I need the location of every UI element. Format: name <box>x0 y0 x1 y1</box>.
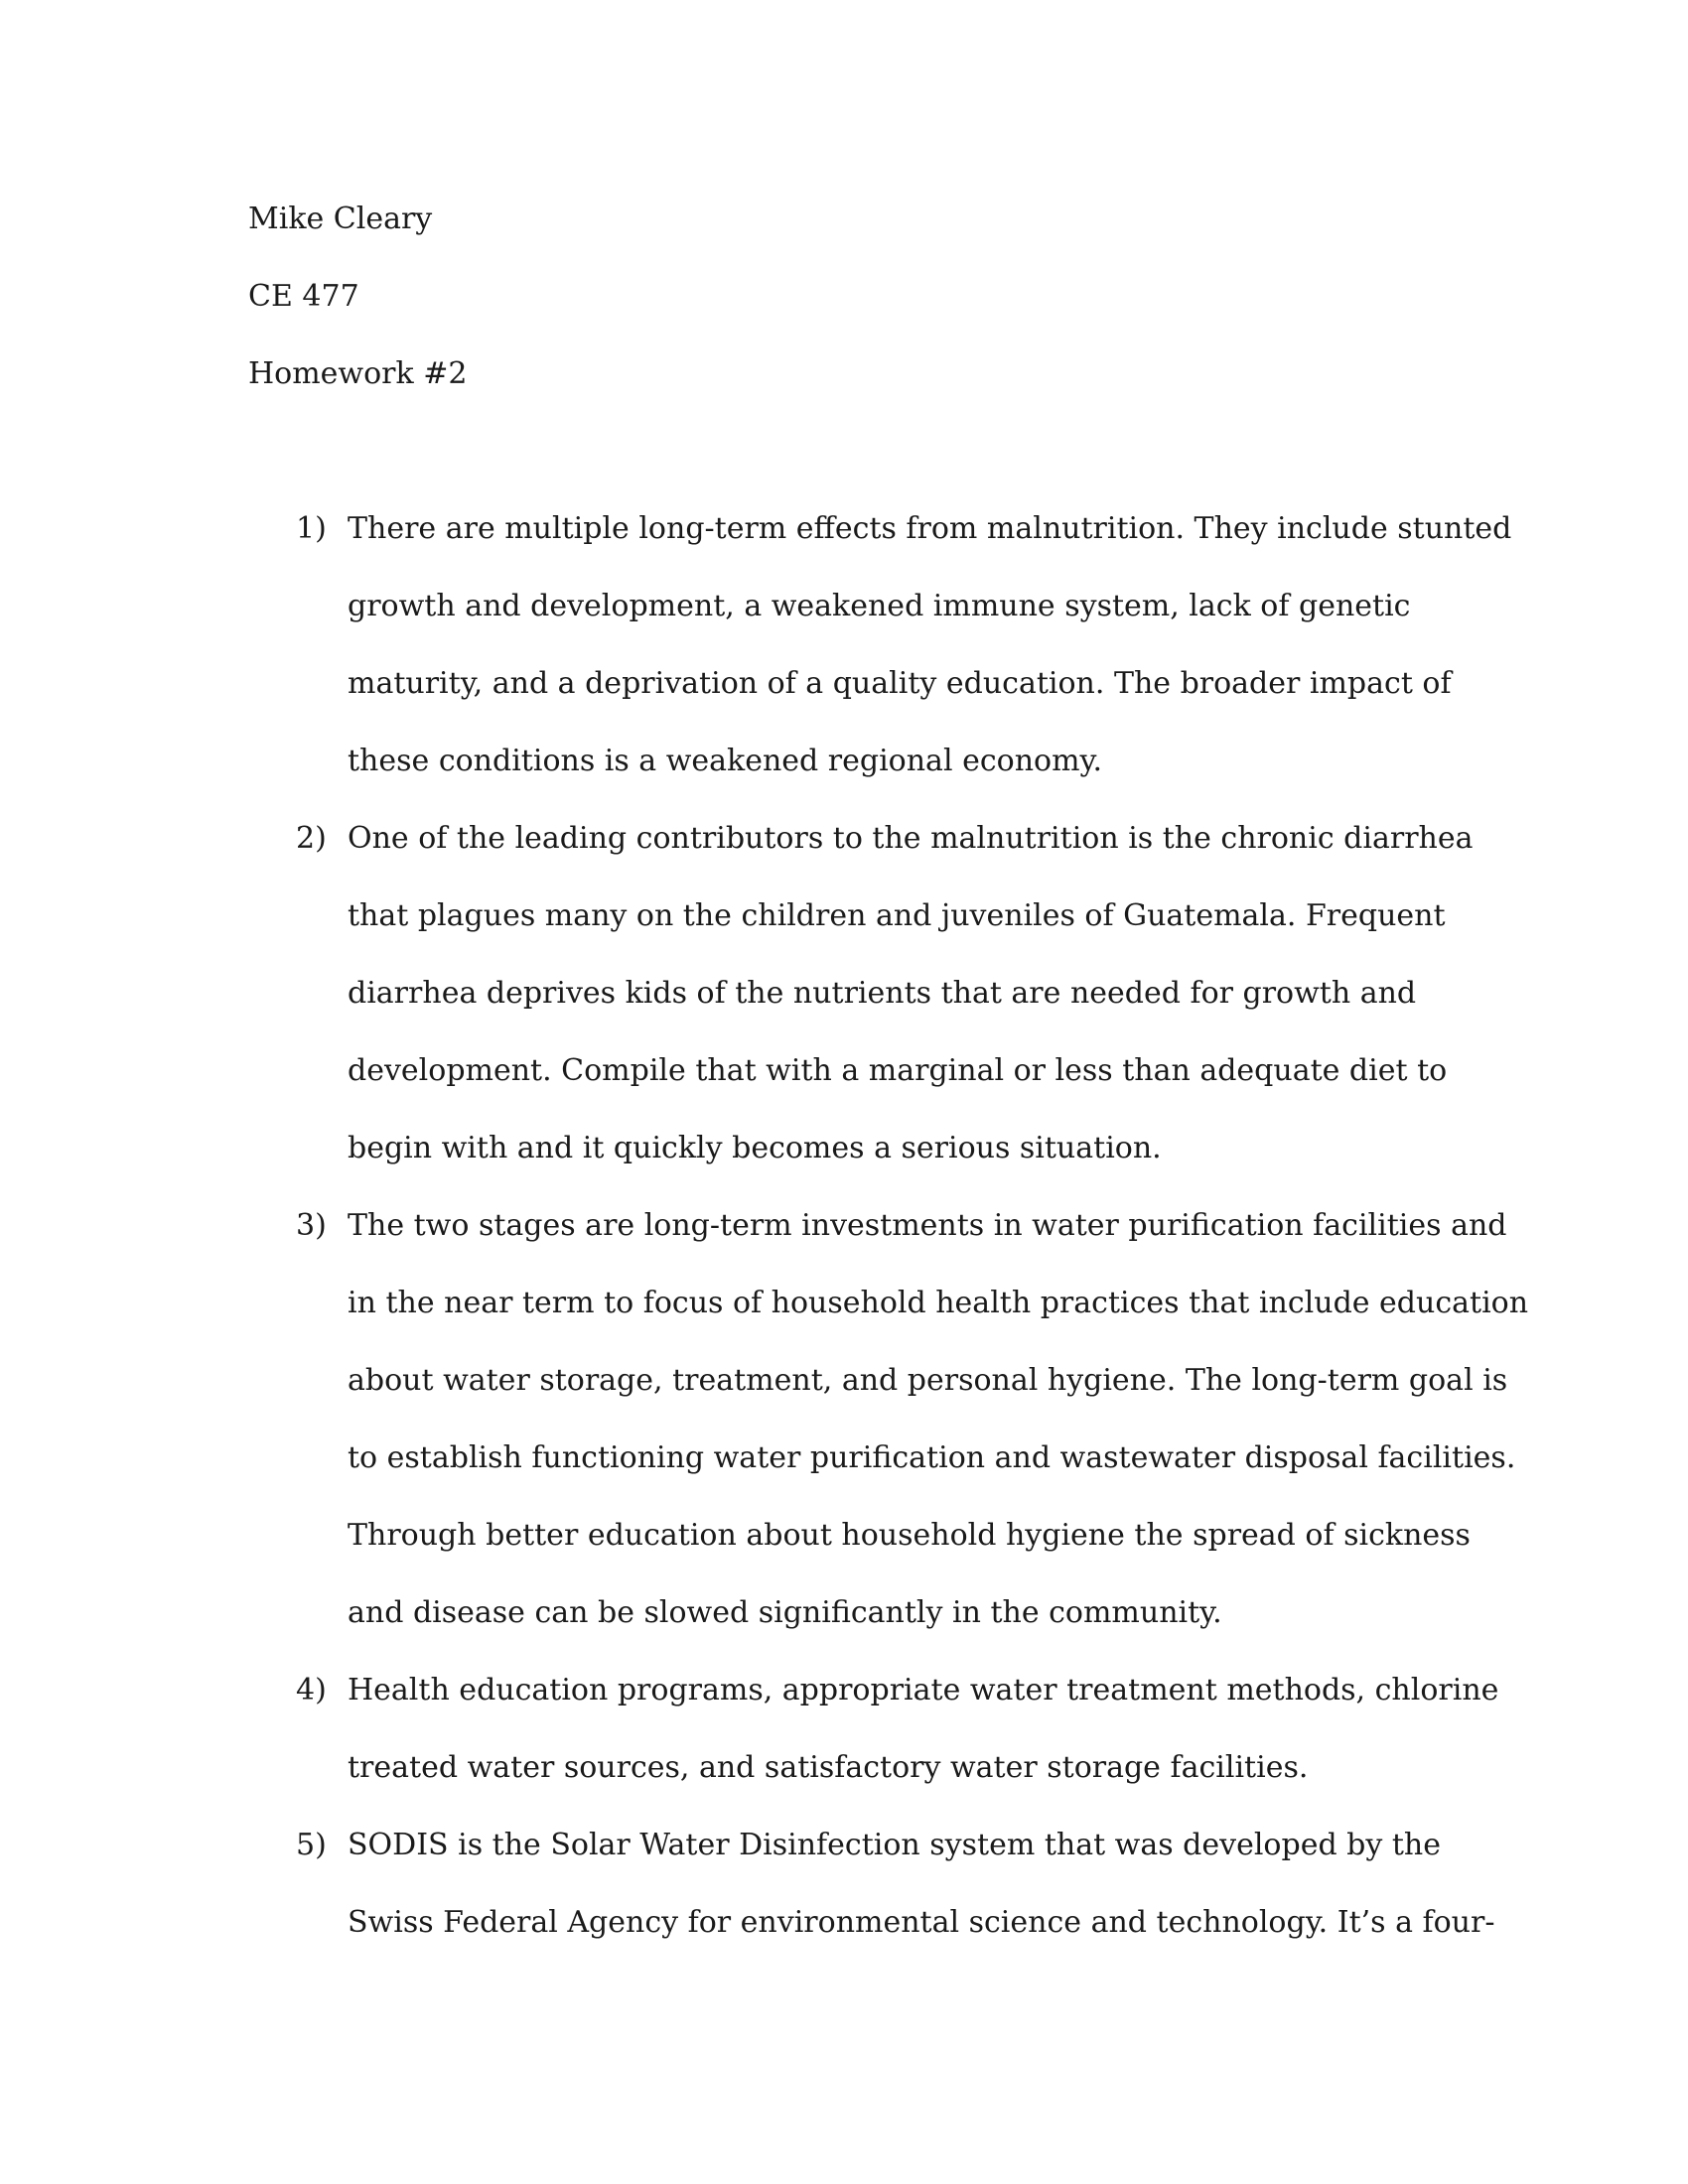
answer-number: 1) <box>296 511 327 546</box>
text-line: There are multiple long-term effects from malnutrition. They include stunted <box>348 511 1512 546</box>
text-line: in the near term to focus of household health practices that include education <box>348 1286 1529 1320</box>
answer-number: 4) <box>296 1673 327 1707</box>
text-line: Swiss Federal Agency for environmental science and technology. It’s a four- <box>348 1905 1495 1940</box>
text-line: that plagues many on the children and juveniles of Guatemala. Frequent <box>348 898 1446 933</box>
text-line: and disease can be slowed significantly in the community. <box>348 1595 1222 1630</box>
text-line: begin with and it quickly becomes a serious situation. <box>348 1131 1162 1165</box>
text-line: The two stages are long-term investments in water purification facilities and <box>348 1208 1507 1243</box>
text-line: Health education programs, appropriate water treatment methods, chlorine <box>348 1673 1499 1707</box>
author-name: Mike Cleary <box>248 202 433 236</box>
answer-number: 3) <box>296 1208 327 1243</box>
text-line: diarrhea deprives kids of the nutrients that are needed for growth and <box>348 976 1417 1011</box>
course-code: CE 477 <box>248 279 359 314</box>
text-line: SODIS is the Solar Water Disinfection system that was developed by the <box>348 1828 1442 1862</box>
text-line: Through better education about household hygiene the spread of sickness <box>348 1518 1471 1553</box>
text-line: maturity, and a deprivation of a quality education. The broader impact of <box>348 666 1452 701</box>
answer-text <box>348 1187 1529 1652</box>
answer-text <box>348 490 1512 800</box>
text-line: to establish functioning water purification and wastewater disposal facilities. <box>348 1440 1516 1475</box>
answer-text <box>348 1807 1495 1962</box>
text-line: these conditions is a weakened regional economy. <box>348 744 1103 778</box>
text-line: about water storage, treatment, and personal hygiene. The long-term goal is <box>348 1363 1508 1398</box>
text-line: treated water sources, and satisfactory water storage facilities. <box>348 1750 1309 1785</box>
answer-text <box>348 800 1474 1187</box>
text-line: development. Compile that with a marginal or less than adequate diet to <box>348 1053 1448 1088</box>
assignment-title: Homework #2 <box>248 356 468 391</box>
answer-text <box>348 1652 1499 1807</box>
text-line: growth and development, a weakened immune system, lack of genetic <box>348 589 1411 623</box>
answer-number: 2) <box>296 821 327 856</box>
text-line: One of the leading contributors to the malnutrition is the chronic diarrhea <box>348 821 1474 856</box>
answer-number: 5) <box>296 1828 327 1862</box>
